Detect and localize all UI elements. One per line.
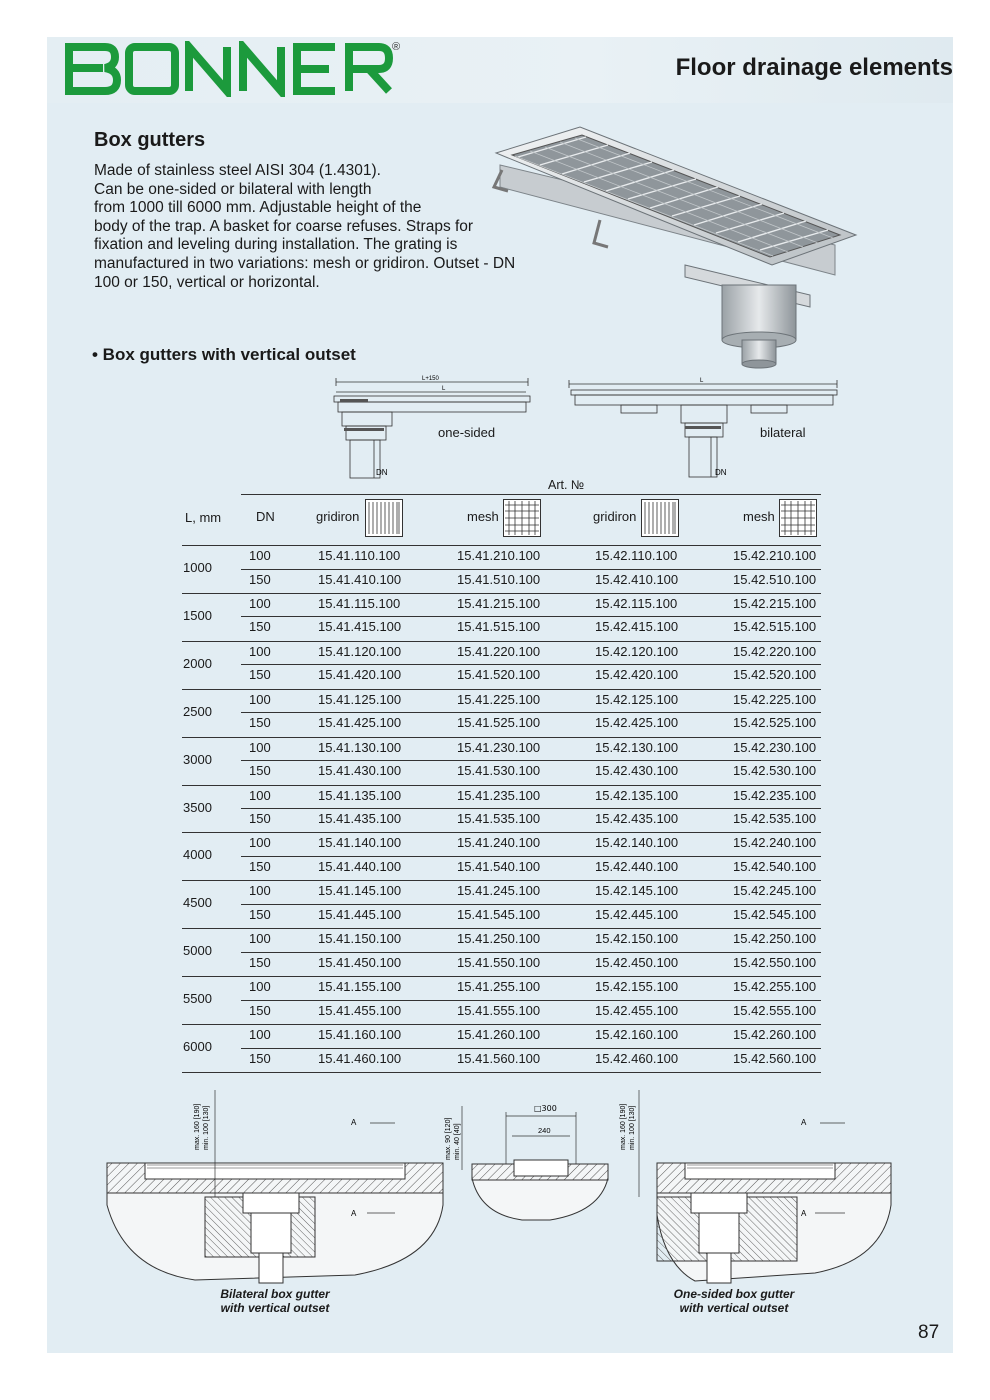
article-code: 15.42.260.100 — [733, 1027, 817, 1042]
article-code: 15.41.220.100 — [457, 643, 541, 659]
article-code: 15.41.445.100 — [318, 906, 402, 922]
article-code: 15.42.220.100 — [733, 643, 817, 659]
gridiron-icon — [365, 499, 403, 537]
section-a-label: A — [351, 1118, 357, 1127]
length-value: 1000 — [183, 560, 212, 575]
page-title: Floor drainage elements — [675, 54, 953, 81]
dn-value: 150 — [249, 858, 271, 874]
length-value: 3500 — [183, 799, 212, 815]
article-code: 15.41.410.100 — [318, 571, 402, 587]
dim-height-label: max. 160 [190] — [194, 1103, 201, 1150]
article-code: 15.42.120.100 — [595, 643, 679, 659]
dim-height-min-label: min. 100 [130] — [203, 1105, 210, 1150]
row-divider — [182, 641, 821, 642]
article-code: 15.41.260.100 — [457, 1027, 541, 1042]
row-divider — [182, 593, 821, 594]
article-code: 15.41.160.100 — [318, 1027, 402, 1042]
article-code: 15.42.135.100 — [595, 787, 679, 803]
row-divider — [241, 1000, 821, 1001]
dn-value: 150 — [249, 763, 271, 779]
dn-value: 100 — [249, 739, 271, 755]
page-number: 87 — [918, 1322, 940, 1343]
column-header-mesh: mesh — [743, 509, 775, 524]
page-header — [47, 37, 953, 103]
row-divider — [182, 880, 821, 881]
length-value: 4000 — [183, 847, 212, 863]
registered-mark: ® — [392, 41, 401, 53]
article-code: 15.42.155.100 — [595, 979, 679, 995]
header-divider — [241, 494, 821, 495]
article-code: 15.42.255.100 — [733, 979, 817, 995]
article-code: 15.41.430.100 — [318, 763, 402, 779]
article-code: 15.41.455.100 — [318, 1002, 402, 1018]
article-code: 15.42.140.100 — [595, 835, 679, 851]
description-line: Made of stainless steel AISI 304 (1.4301). — [94, 162, 381, 179]
article-code: 15.42.560.100 — [733, 1050, 817, 1066]
length-value: 2500 — [183, 703, 212, 719]
article-code: 15.41.240.100 — [457, 835, 541, 851]
subsection-title: • Box gutters with vertical outset — [92, 345, 356, 364]
dn-value: 100 — [249, 691, 271, 707]
one-sided-drawing — [330, 372, 540, 484]
article-code: 15.42.115.100 — [595, 595, 678, 611]
one-sided-label: one-sided — [438, 425, 496, 440]
row-divider — [241, 712, 821, 713]
bonner-logo — [63, 41, 393, 97]
article-code: 15.41.210.100 — [457, 548, 541, 563]
article-code: 15.42.230.100 — [733, 739, 817, 755]
row-divider — [182, 689, 821, 690]
row-divider — [241, 952, 821, 953]
article-code: 15.41.525.100 — [457, 715, 541, 731]
article-code: 15.42.110.100 — [595, 548, 678, 563]
column-header-length: L, mm — [185, 510, 222, 525]
article-code: 15.41.420.100 — [318, 667, 402, 683]
article-code: 15.42.235.100 — [733, 787, 817, 803]
article-code: 15.42.420.100 — [595, 667, 679, 683]
dn-value: 100 — [249, 883, 271, 899]
dn-label: DN — [376, 468, 388, 477]
row-divider — [241, 1048, 821, 1049]
article-code: 15.42.415.100 — [595, 619, 679, 635]
row-divider — [182, 545, 821, 546]
dn-value: 100 — [249, 979, 271, 995]
caption-line: One-sided box gutter — [673, 1287, 795, 1301]
dim-height-label: max. 160 [190] — [620, 1103, 627, 1150]
article-code: 15.42.455.100 — [595, 1002, 679, 1018]
dn-value: 100 — [249, 787, 271, 803]
article-code: 15.41.250.100 — [457, 931, 541, 947]
row-divider — [241, 664, 821, 665]
article-code: 15.41.545.100 — [457, 906, 541, 922]
dn-value: 150 — [249, 571, 271, 587]
row-divider — [182, 785, 821, 786]
row-divider — [241, 569, 821, 570]
bilateral-caption — [185, 1287, 365, 1315]
dn-value: 150 — [249, 1002, 271, 1018]
article-code: 15.42.440.100 — [595, 858, 679, 874]
article-code: 15.41.425.100 — [318, 715, 402, 731]
article-code: 15.41.530.100 — [457, 763, 541, 779]
dn-value: 150 — [249, 715, 271, 731]
description-line: body of the trap. A basket for coarse refuses. Straps for — [94, 217, 474, 235]
article-code: 15.42.145.100 — [595, 883, 679, 899]
row-divider — [241, 808, 821, 809]
section-a-label: A — [801, 1209, 807, 1218]
one-sided-section-drawing — [615, 1085, 895, 1290]
article-code: 15.42.215.100 — [733, 595, 817, 611]
caption-line: Bilateral box gutter — [220, 1287, 330, 1301]
column-header-gridiron: gridiron — [316, 509, 360, 524]
row-divider — [182, 737, 821, 738]
article-code: 15.42.445.100 — [595, 906, 679, 922]
one-sided-caption — [644, 1287, 824, 1315]
article-code: 15.42.435.100 — [595, 811, 679, 826]
article-code: 15.42.545.100 — [733, 906, 817, 922]
article-code: 15.42.515.100 — [733, 619, 817, 635]
dim-height-min-label: min. 100 [130] — [629, 1105, 636, 1150]
article-code: 15.41.110.100 — [318, 548, 401, 563]
dn-value: 100 — [249, 931, 271, 947]
dn-value: 150 — [249, 619, 271, 635]
row-divider — [182, 1072, 821, 1073]
mesh-icon — [503, 499, 541, 537]
article-code: 15.41.115.100 — [318, 595, 401, 611]
length-value: 5500 — [183, 991, 212, 1007]
article-code: 15.42.250.100 — [733, 931, 817, 947]
article-code: 15.41.435.100 — [318, 811, 402, 826]
article-code: 15.42.430.100 — [595, 763, 679, 779]
mesh-icon — [779, 499, 817, 537]
dim-length-label: L — [442, 386, 446, 392]
article-code: 15.41.255.100 — [457, 979, 541, 995]
article-code: 15.41.155.100 — [318, 979, 402, 995]
length-value: 2000 — [183, 655, 212, 671]
article-code: 15.41.515.100 — [457, 619, 541, 635]
article-code: 15.41.235.100 — [457, 787, 541, 803]
row-divider — [182, 832, 821, 833]
article-code: 15.42.555.100 — [733, 1002, 817, 1018]
dn-value: 100 — [249, 1027, 271, 1042]
article-code: 15.41.535.100 — [457, 811, 541, 826]
article-code: 15.42.520.100 — [733, 667, 817, 683]
article-code: 15.41.450.100 — [318, 954, 402, 970]
box-gutter-product-image — [490, 125, 865, 370]
row-divider — [241, 616, 821, 617]
row-divider — [182, 976, 821, 977]
article-code: 15.41.560.100 — [457, 1050, 541, 1066]
bilateral-section-drawing — [105, 1085, 455, 1290]
article-code: 15.42.160.100 — [595, 1027, 679, 1042]
article-code: 15.41.125.100 — [318, 691, 402, 707]
article-code: 15.42.525.100 — [733, 715, 817, 731]
article-code: 15.42.510.100 — [733, 571, 817, 587]
article-code: 15.42.245.100 — [733, 883, 817, 899]
column-header-mesh: mesh — [467, 509, 499, 524]
article-code: 15.41.215.100 — [457, 595, 541, 611]
dim-width-label: 240 — [538, 1126, 551, 1135]
dn-value: 100 — [249, 548, 271, 563]
article-code: 15.42.225.100 — [733, 691, 817, 707]
article-code: 15.41.415.100 — [318, 619, 402, 635]
article-code: 15.41.540.100 — [457, 858, 541, 874]
dn-value: 100 — [249, 835, 271, 851]
article-code: 15.41.555.100 — [457, 1002, 541, 1018]
dn-value: 150 — [249, 811, 271, 826]
length-value: 3000 — [183, 751, 212, 767]
article-code: 15.42.450.100 — [595, 954, 679, 970]
grating-section-drawing — [440, 1100, 620, 1230]
art-no-label: Art. № — [548, 478, 585, 492]
section-a-label: A — [351, 1209, 357, 1218]
dim-height-label: max. 90 [120] — [445, 1117, 452, 1160]
article-code: 15.41.225.100 — [457, 691, 541, 707]
description-line: fixation and leveling during installation. The grating is — [94, 236, 458, 254]
dn-value: 150 — [249, 954, 271, 970]
row-divider — [241, 760, 821, 761]
row-divider — [182, 928, 821, 929]
dim-square-label: □300 — [534, 1104, 557, 1113]
dn-value: 150 — [249, 1050, 271, 1066]
section-title: Box gutters — [94, 129, 206, 151]
length-value: 6000 — [183, 1039, 212, 1054]
article-code: 15.41.120.100 — [318, 643, 402, 659]
article-code: 15.42.210.100 — [733, 548, 817, 563]
bilateral-label: bilateral — [760, 425, 806, 440]
description-line: manufactured in two variations: mesh or gridiron. Outset - DN — [94, 254, 516, 272]
article-code: 15.42.550.100 — [733, 954, 817, 970]
article-code: 15.42.130.100 — [595, 739, 679, 755]
description-line: from 1000 till 6000 mm. Adjustable height of the — [94, 199, 422, 217]
dn-value: 150 — [249, 906, 271, 922]
length-value: 4500 — [183, 895, 212, 911]
article-code: 15.41.550.100 — [457, 954, 541, 970]
caption-line: with vertical outset — [679, 1301, 789, 1315]
dn-label: DN — [715, 468, 727, 477]
section-a-label: A — [801, 1118, 807, 1127]
article-code: 15.41.130.100 — [318, 739, 402, 755]
article-code: 15.42.535.100 — [733, 811, 817, 826]
length-value: 1500 — [183, 607, 212, 623]
article-code: 15.41.145.100 — [318, 883, 402, 899]
dn-value: 100 — [249, 643, 271, 659]
gridiron-icon — [641, 499, 679, 537]
article-code: 15.41.460.100 — [318, 1050, 402, 1066]
article-code: 15.41.150.100 — [318, 931, 402, 947]
description-line: 100 or 150, vertical or horizontal. — [94, 273, 320, 291]
description-line: Can be one-sided or bilateral with length — [94, 180, 372, 198]
article-code: 15.42.530.100 — [733, 763, 817, 779]
dim-total-label: L+150 — [422, 376, 439, 382]
article-code: 15.41.245.100 — [457, 883, 541, 899]
article-code: 15.42.410.100 — [595, 571, 679, 587]
row-divider — [182, 1024, 821, 1025]
caption-line: with vertical outset — [220, 1301, 330, 1315]
article-code: 15.42.540.100 — [733, 858, 817, 874]
article-code: 15.41.520.100 — [457, 667, 541, 683]
article-code: 15.42.125.100 — [595, 691, 679, 707]
article-code: 15.42.425.100 — [595, 715, 679, 731]
article-code: 15.41.135.100 — [318, 787, 402, 803]
article-code: 15.41.510.100 — [457, 571, 541, 587]
column-header-gridiron: gridiron — [593, 509, 637, 524]
article-code: 15.42.460.100 — [595, 1050, 679, 1066]
article-code: 15.42.150.100 — [595, 931, 679, 947]
article-code: 15.41.230.100 — [457, 739, 541, 755]
dn-value: 100 — [249, 595, 271, 611]
column-header-dn: DN — [256, 509, 275, 524]
dn-value: 150 — [249, 667, 271, 683]
length-value: 5000 — [183, 943, 212, 959]
dim-length-label: L — [700, 378, 704, 384]
section-description — [94, 162, 554, 292]
row-divider — [241, 856, 821, 857]
article-code: 15.41.140.100 — [318, 835, 402, 851]
row-divider — [241, 904, 821, 905]
article-code: 15.42.240.100 — [733, 835, 817, 851]
article-code: 15.41.440.100 — [318, 858, 402, 874]
dim-height-min-label: min. 40 [40] — [454, 1123, 461, 1160]
